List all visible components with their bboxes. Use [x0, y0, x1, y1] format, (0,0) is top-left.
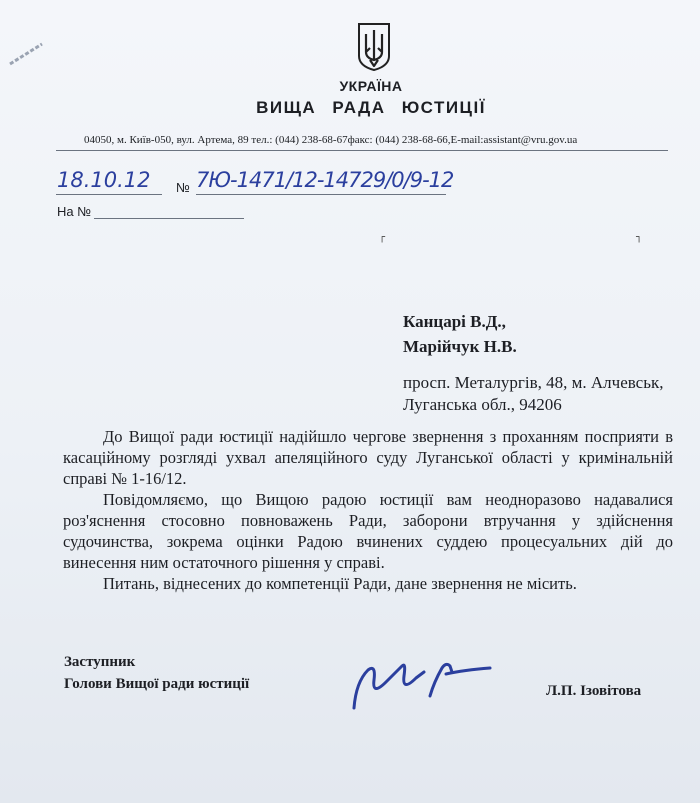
country-name: УКРАЇНА — [339, 78, 403, 94]
signer-name: Л.П. Ізовітова — [546, 683, 642, 699]
reply-to-label: На № — [57, 204, 92, 219]
outgoing-date: 18.10.12 — [57, 168, 151, 192]
body-paragraph: До Вищої ради юстиції надійшло чергове звернення з проханням посприяти в касаційному розгляді ухвал апеляційного суду Луганської області у кримінальній справі № 1-16/12. — [63, 427, 673, 488]
organization-address: 04050, м. Київ-050, вул. Артема, 89 тел.: (044) 238-68-67факс: (044) 238-68-66,E-mail:assistant@vru.gov.ua — [84, 134, 578, 146]
corner-mark-right: ┐ — [636, 232, 643, 243]
recipient-name: Канцарі В.Д., — [403, 312, 506, 331]
handwritten-signature — [346, 652, 496, 716]
number-underline — [196, 194, 446, 195]
outgoing-number: 7Ю-1471/12-14729/0/9-12 — [196, 168, 454, 192]
date-underline — [56, 194, 162, 195]
address-divider — [56, 150, 668, 151]
letter-body — [63, 426, 673, 594]
organization-name: ВИЩА РАДА ЮСТИЦІЇ — [256, 98, 486, 117]
signer-position: Голови Вищої ради юстиції — [64, 676, 250, 692]
corner-mark-left: ┌ — [379, 232, 386, 243]
number-label: № — [176, 180, 190, 195]
body-paragraph: Повідомляємо, що Вищою радою юстиції вам неодноразово надавалися роз'яснення стосовно повноважень Ради, заборони втручання у здійснення судочинства, зокрема оцінки Радою вчинених суддею процесуальних дій до винесення ним остаточного рішення у справі. — [63, 490, 673, 572]
recipient-address: просп. Металургів, 48, м. Алчевськ, — [403, 373, 664, 392]
trident-icon — [356, 22, 392, 72]
body-paragraph: Питань, віднесених до компетенції Ради, дане звернення не місить. — [103, 574, 577, 593]
signer-position: Заступник — [64, 654, 136, 670]
recipient-name: Марійчук Н.В. — [403, 337, 517, 356]
recipient-address: Луганська обл., 94206 — [403, 395, 562, 414]
reply-to-underline — [94, 218, 244, 219]
ink-mark — [6, 38, 46, 68]
